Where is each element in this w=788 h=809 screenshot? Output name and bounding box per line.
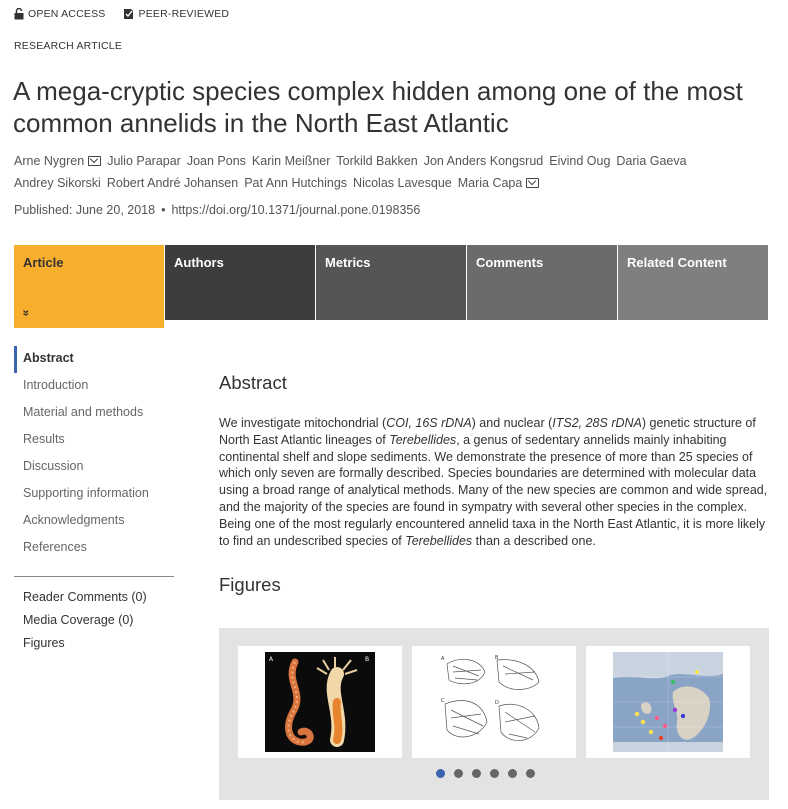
email-icon[interactable] xyxy=(526,178,539,188)
author-name-text: Joan Pons xyxy=(186,154,246,168)
nav-link-2[interactable]: Figures xyxy=(23,636,65,650)
figure-thumbnail-2[interactable] xyxy=(412,646,576,758)
author-name[interactable] xyxy=(252,150,331,172)
abstract-segment: , a genus of sedentary annelids mainly inhabiting continental shelf and slope sediments. We demonstrate the presence of more than 25 species of which only seven are formally described. Species boundaries are determined with molecular data using a broad range of analytical methods. Many of the new species are common and wide spread, and the majority of the species are found in sympatry with several other species in the complex. Being one of the most regularly encountered annelid taxa in the North East Atlantic, it is more likely to find an undescribed species of xyxy=(219,432,768,548)
article-title: A mega-cryptic species complex hidden among one of the most common annelids in the North East Atlantic xyxy=(13,76,743,138)
nav-link-0[interactable]: Reader Comments (0) xyxy=(23,590,147,604)
tab-label: Authors xyxy=(174,255,224,270)
doi-link[interactable]: https://doi.org/10.1371/journal.pone.0198356 xyxy=(171,203,421,217)
nav-item-abstract[interactable]: Abstract xyxy=(14,346,174,373)
abstract-segment: ) genetic structure of North East Atlantic lineages of xyxy=(219,416,756,447)
access-badges xyxy=(14,8,229,20)
tab-label: Comments xyxy=(476,255,544,270)
email-icon[interactable] xyxy=(88,156,101,166)
worm-photo-thumbnail xyxy=(265,652,375,752)
abstract-segment: We investigate mitochondrial ( xyxy=(219,416,387,430)
svg-text:D: D xyxy=(495,700,499,706)
author-name[interactable] xyxy=(14,150,101,172)
author-name-text: Eivind Oug xyxy=(549,154,611,168)
italic-term: COI, 16S rDNA xyxy=(386,416,472,430)
svg-text:A: A xyxy=(441,656,445,662)
author-name-text: Jon Anders Kongsrud xyxy=(423,154,544,168)
author-name[interactable] xyxy=(549,150,610,172)
nav-item-results[interactable]: Results xyxy=(23,432,65,446)
open-access-label: OPEN ACCESS xyxy=(28,8,106,20)
author-name-text: Robert André Johansen xyxy=(106,176,239,190)
abstract-segment: ) and nuclear ( xyxy=(471,416,553,430)
article-main xyxy=(219,372,771,596)
tab-label: Article xyxy=(23,255,64,270)
published-date: Published: June 20, 2018 xyxy=(14,203,156,217)
abstract-segment: than a described one. xyxy=(472,533,596,548)
italic-term: ITS2, 28S rDNA xyxy=(552,416,642,430)
carousel-dot[interactable] xyxy=(472,769,481,778)
figures-carousel xyxy=(219,628,769,800)
tab-metrics[interactable] xyxy=(316,245,466,320)
author-name-text: Torkild Bakken xyxy=(336,154,418,168)
carousel-dot[interactable] xyxy=(526,769,535,778)
svg-text:B: B xyxy=(365,656,370,663)
author-name[interactable] xyxy=(458,172,540,194)
nav-item-introduction[interactable]: Introduction xyxy=(23,378,89,392)
carousel-dot[interactable] xyxy=(454,769,463,778)
carousel-pagination xyxy=(436,769,535,778)
tab-related-content[interactable] xyxy=(618,245,768,320)
author-name[interactable] xyxy=(353,172,452,194)
figure-thumbnail-3[interactable] xyxy=(586,646,750,758)
article-tabs xyxy=(14,245,768,329)
line-drawing-thumbnail xyxy=(439,652,549,752)
author-name-text: Karin Meißner xyxy=(251,154,331,168)
svg-text:C: C xyxy=(441,698,445,704)
open-access-badge[interactable] xyxy=(14,8,105,20)
section-nav xyxy=(14,346,174,656)
abstract-text xyxy=(219,415,771,549)
author-name-text: Maria Capa xyxy=(457,176,523,190)
tab-comments[interactable] xyxy=(467,245,617,320)
author-name[interactable] xyxy=(244,172,347,194)
author-name-text: Andrey Sikorski xyxy=(14,176,101,190)
peer-reviewed-icon xyxy=(123,8,134,20)
chevron-down-icon: » xyxy=(19,309,34,317)
nav-link-1[interactable]: Media Coverage (0) xyxy=(23,613,134,627)
nav-item-material-and-methods[interactable]: Material and methods xyxy=(23,405,144,419)
author-name[interactable] xyxy=(424,150,544,172)
author-name[interactable] xyxy=(616,150,686,172)
author-name[interactable] xyxy=(336,150,417,172)
tab-label: Metrics xyxy=(325,255,371,270)
tab-label: Related Content xyxy=(627,255,727,270)
open-lock-icon xyxy=(14,8,24,20)
author-name-text: Nicolas Lavesque xyxy=(353,176,452,190)
peer-reviewed-badge[interactable] xyxy=(123,8,229,20)
separator: • xyxy=(161,203,166,217)
italic-term: Terebellides xyxy=(405,533,473,548)
article-type: RESEARCH ARTICLE xyxy=(14,40,123,52)
nav-item-supporting-information[interactable]: Supporting information xyxy=(23,486,149,500)
publication-info xyxy=(14,203,420,217)
tab-authors[interactable] xyxy=(165,245,315,320)
peer-reviewed-label: PEER-REVIEWED xyxy=(138,8,230,20)
carousel-dot[interactable] xyxy=(490,769,499,778)
tab-article[interactable] xyxy=(14,245,164,328)
author-name[interactable] xyxy=(107,172,238,194)
carousel-dot[interactable] xyxy=(508,769,517,778)
map-thumbnail xyxy=(613,652,723,752)
nav-item-references[interactable]: References xyxy=(23,540,87,554)
figure-thumbnail-1[interactable] xyxy=(238,646,402,758)
author-name-text: Arne Nygren xyxy=(14,154,85,168)
nav-item-discussion[interactable]: Discussion xyxy=(23,459,84,473)
abstract-heading: Abstract xyxy=(219,372,287,393)
author-name-text: Pat Ann Hutchings xyxy=(244,176,348,190)
nav-item-acknowledgments[interactable]: Acknowledgments xyxy=(23,513,125,527)
author-name[interactable] xyxy=(187,150,246,172)
carousel-dot[interactable] xyxy=(436,769,445,778)
italic-term: Terebellides xyxy=(389,432,457,447)
author-name[interactable] xyxy=(107,150,181,172)
author-name[interactable] xyxy=(14,172,101,194)
author-name-text: Julio Parapar xyxy=(107,154,181,168)
figures-heading: Figures xyxy=(219,574,281,596)
author-list xyxy=(14,150,774,194)
svg-text:A: A xyxy=(269,656,274,663)
svg-text:B: B xyxy=(495,655,499,661)
nav-divider xyxy=(14,576,174,577)
author-name-text: Daria Gaeva xyxy=(616,154,687,168)
